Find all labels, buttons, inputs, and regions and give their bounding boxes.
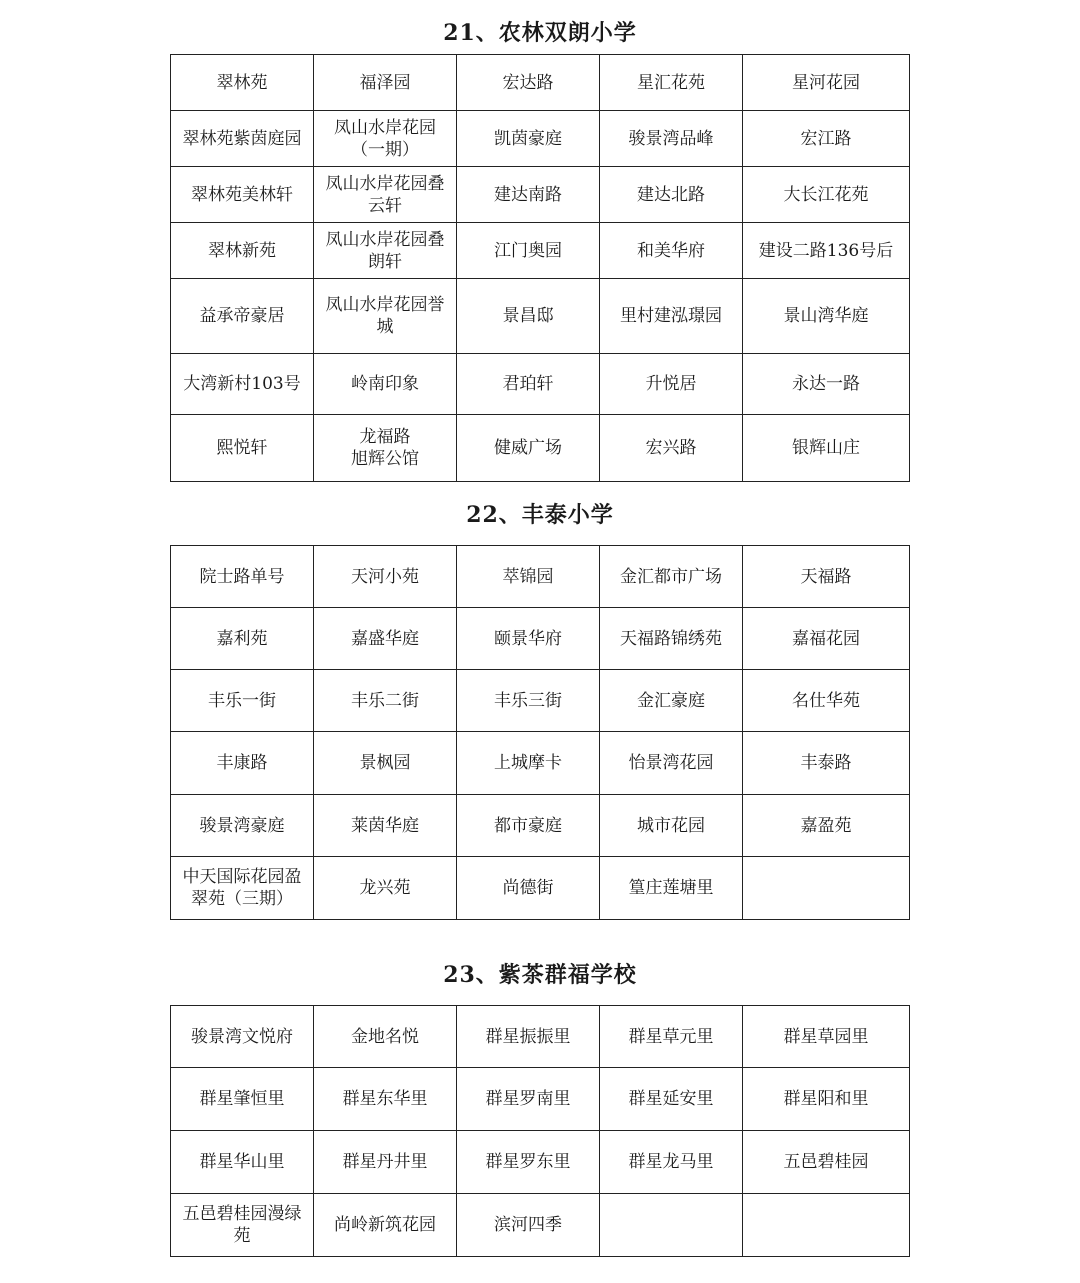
table-cell: 莱茵华庭 <box>314 795 457 857</box>
table-cell: 景枫园 <box>314 732 457 795</box>
table-cell: 景昌邸 <box>457 279 600 354</box>
table-cell <box>600 1194 743 1257</box>
table-row <box>171 167 910 223</box>
table-cell: 尚德街 <box>457 857 600 920</box>
table-row <box>171 1068 910 1131</box>
table-row <box>171 279 910 354</box>
table-cell: 金汇都市广场 <box>600 546 743 608</box>
table-cell <box>743 857 910 920</box>
table-cell: 景山湾华庭 <box>743 279 910 354</box>
table-cell: 翠林新苑 <box>171 223 314 279</box>
table-cell: 岭南印象 <box>314 354 457 415</box>
table-cell: 城市花园 <box>600 795 743 857</box>
table-cell: 群星延安里 <box>600 1068 743 1131</box>
table-cell: 里村建泓璟园 <box>600 279 743 354</box>
table-cell: 宏达路 <box>457 55 600 111</box>
table-cell: 大长江花苑 <box>743 167 910 223</box>
table-row <box>171 732 910 795</box>
table-cell: 银辉山庄 <box>743 415 910 482</box>
table-cell: 升悦居 <box>600 354 743 415</box>
table-cell <box>743 1194 910 1257</box>
table-row <box>171 857 910 920</box>
table-cell: 益承帝豪居 <box>171 279 314 354</box>
section-title-23: 23、紫茶群福学校 <box>443 962 637 988</box>
table-cell: 天河小苑 <box>314 546 457 608</box>
table-cell: 丰乐一街 <box>171 670 314 732</box>
table-cell: 嘉利苑 <box>171 608 314 670</box>
table-cell: 天福路锦绣苑 <box>600 608 743 670</box>
table-cell: 福泽园 <box>314 55 457 111</box>
table-cell: 都市豪庭 <box>457 795 600 857</box>
table-cell: 尚岭新筑花园 <box>314 1194 457 1257</box>
table-cell: 群星罗东里 <box>457 1131 600 1194</box>
table-row <box>171 111 910 167</box>
table-cell: 群星肇恒里 <box>171 1068 314 1131</box>
table-cell: 丰康路 <box>171 732 314 795</box>
table-22 <box>170 545 910 920</box>
table-row <box>171 1131 910 1194</box>
table-cell: 翠林苑美林轩 <box>171 167 314 223</box>
table-cell: 群星龙马里 <box>600 1131 743 1194</box>
table-cell: 翠林苑紫茵庭园 <box>171 111 314 167</box>
table-cell: 翠林苑 <box>171 55 314 111</box>
table-cell: 骏景湾品峰 <box>600 111 743 167</box>
table-cell: 建达南路 <box>457 167 600 223</box>
table-cell: 星河花园 <box>743 55 910 111</box>
table-row <box>171 670 910 732</box>
table-row <box>171 354 910 415</box>
table-cell: 院士路单号 <box>171 546 314 608</box>
table-cell: 群星华山里 <box>171 1131 314 1194</box>
table-cell: 宏江路 <box>743 111 910 167</box>
section-title-22: 22、丰泰小学 <box>466 502 614 528</box>
table-cell: 凤山水岸花园 （一期） <box>314 111 457 167</box>
table-cell: 名仕华苑 <box>743 670 910 732</box>
table-cell: 篁庄莲塘里 <box>600 857 743 920</box>
table-cell: 丰乐三街 <box>457 670 600 732</box>
table-cell: 金地名悦 <box>314 1006 457 1068</box>
table-cell: 江门奥园 <box>457 223 600 279</box>
table-cell: 建设二路136号后 <box>743 223 910 279</box>
table-cell: 骏景湾豪庭 <box>171 795 314 857</box>
table-cell: 健威广场 <box>457 415 600 482</box>
table-cell: 群星罗南里 <box>457 1068 600 1131</box>
table-row <box>171 55 910 111</box>
table-row <box>171 608 910 670</box>
table-cell: 骏景湾文悦府 <box>171 1006 314 1068</box>
table-cell: 凤山水岸花园誉 城 <box>314 279 457 354</box>
table-cell: 五邑碧桂园漫绿 苑 <box>171 1194 314 1257</box>
table-row <box>171 1006 910 1068</box>
table-row <box>171 223 910 279</box>
table-cell: 嘉盈苑 <box>743 795 910 857</box>
table-cell: 丰乐二街 <box>314 670 457 732</box>
table-cell: 大湾新村103号 <box>171 354 314 415</box>
table-cell: 上城摩卡 <box>457 732 600 795</box>
table-cell: 熙悦轩 <box>171 415 314 482</box>
table-cell: 群星阳和里 <box>743 1068 910 1131</box>
table-row <box>171 795 910 857</box>
table-cell: 天福路 <box>743 546 910 608</box>
table-cell: 宏兴路 <box>600 415 743 482</box>
table-cell: 君珀轩 <box>457 354 600 415</box>
table-cell: 怡景湾花园 <box>600 732 743 795</box>
table-cell: 群星丹井里 <box>314 1131 457 1194</box>
table-cell: 金汇豪庭 <box>600 670 743 732</box>
table-cell: 和美华府 <box>600 223 743 279</box>
table-cell: 嘉福花园 <box>743 608 910 670</box>
table-23 <box>170 1005 910 1257</box>
table-cell: 凤山水岸花园叠 云轩 <box>314 167 457 223</box>
table-cell: 中天国际花园盈 翠苑（三期） <box>171 857 314 920</box>
table-cell: 丰泰路 <box>743 732 910 795</box>
section-title-21: 21、农林双朗小学 <box>443 20 637 46</box>
table-cell: 永达一路 <box>743 354 910 415</box>
table-cell: 群星草园里 <box>743 1006 910 1068</box>
table-row <box>171 415 910 482</box>
table-cell: 龙福路 旭辉公馆 <box>314 415 457 482</box>
table-cell: 凤山水岸花园叠 朗轩 <box>314 223 457 279</box>
table-cell: 五邑碧桂园 <box>743 1131 910 1194</box>
table-cell: 群星振振里 <box>457 1006 600 1068</box>
table-cell: 滨河四季 <box>457 1194 600 1257</box>
table-row <box>171 546 910 608</box>
table-cell: 群星东华里 <box>314 1068 457 1131</box>
table-row <box>171 1194 910 1257</box>
table-cell: 颐景华府 <box>457 608 600 670</box>
table-cell: 群星草元里 <box>600 1006 743 1068</box>
table-cell: 建达北路 <box>600 167 743 223</box>
table-cell: 星汇花苑 <box>600 55 743 111</box>
table-cell: 凯茵豪庭 <box>457 111 600 167</box>
table-21 <box>170 54 910 482</box>
table-cell: 嘉盛华庭 <box>314 608 457 670</box>
table-cell: 龙兴苑 <box>314 857 457 920</box>
table-cell: 萃锦园 <box>457 546 600 608</box>
